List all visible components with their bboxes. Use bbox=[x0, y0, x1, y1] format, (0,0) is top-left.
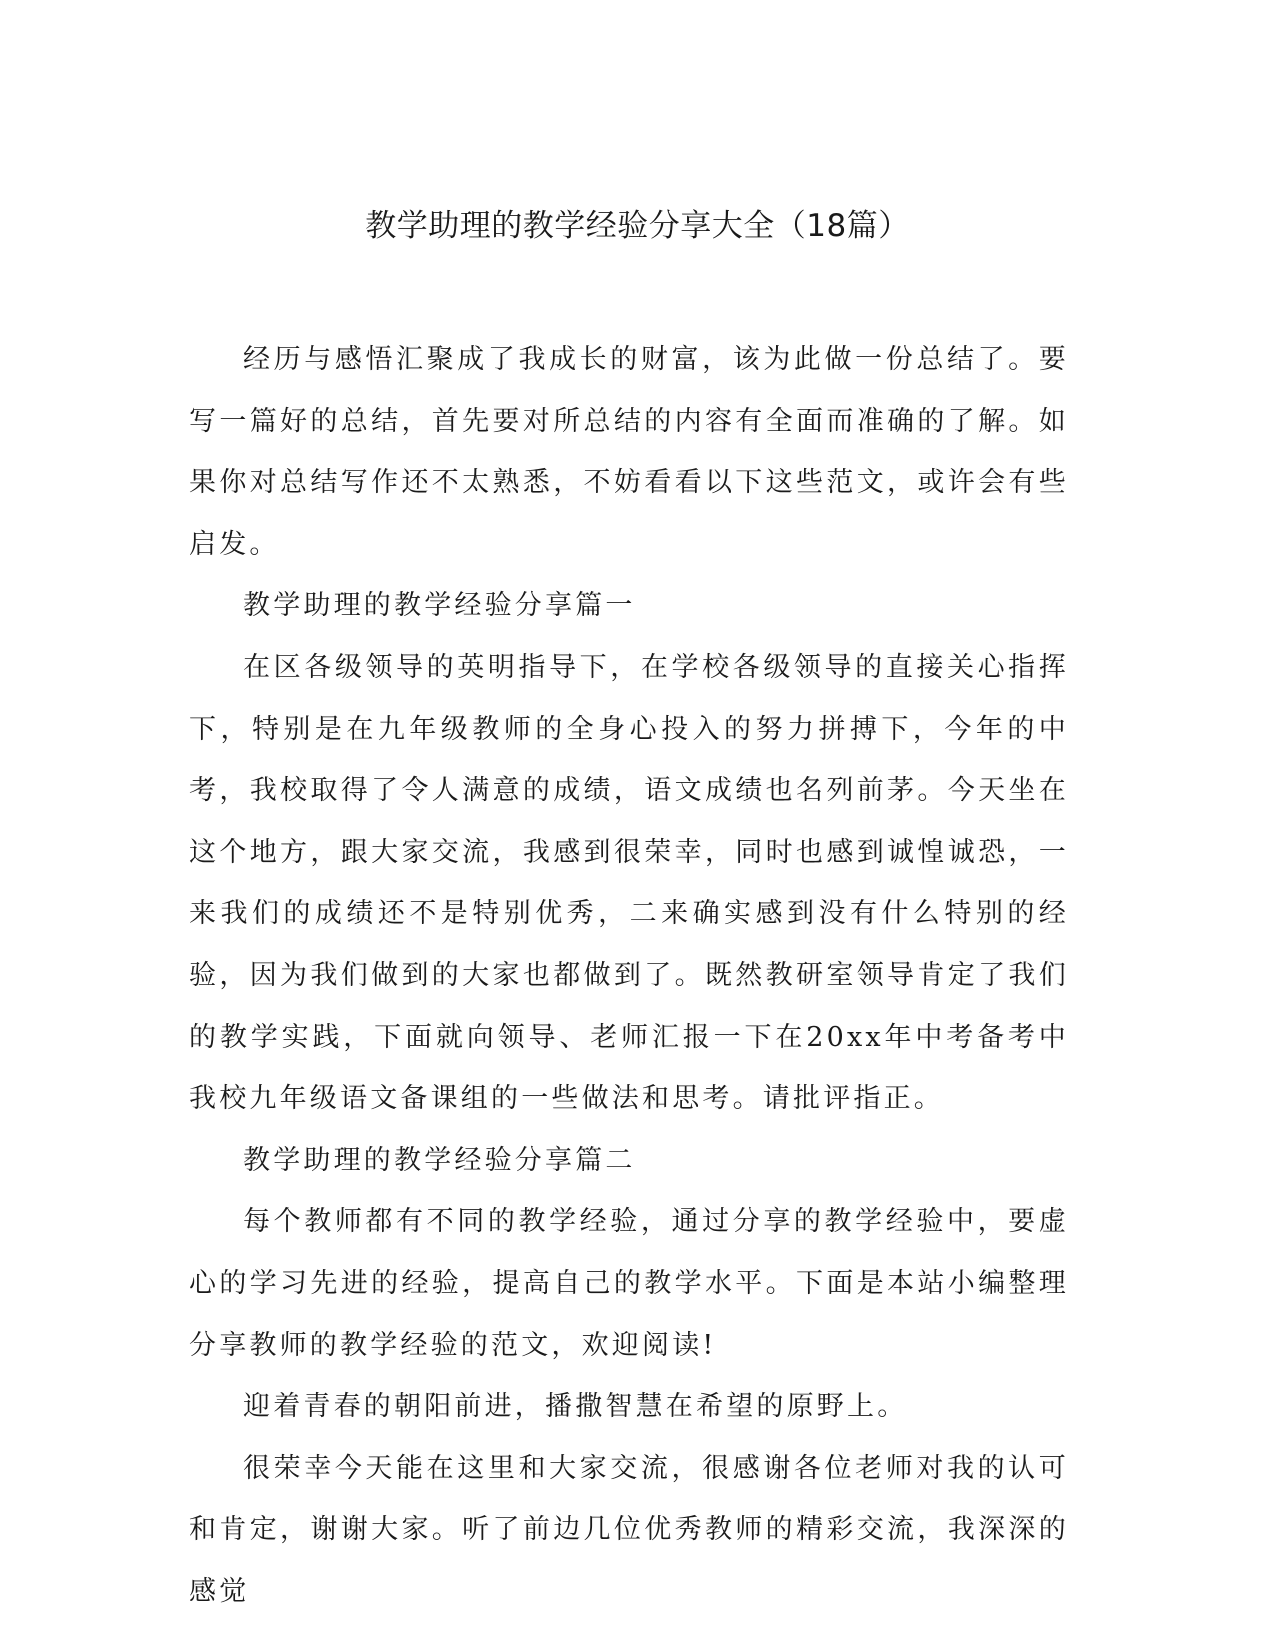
section-2-paragraph-3: 很荣幸今天能在这里和大家交流，很感谢各位老师对我的认可和肯定，谢谢大家。听了前边几位优秀教师的精彩交流，我深深的感觉 bbox=[189, 1452, 1069, 1607]
section-heading-1: 教学助理的教学经验分享篇一 bbox=[243, 590, 636, 622]
document-body bbox=[189, 329, 1069, 1622]
section-1-paragraph: 在区各级领导的英明指导下，在学校各级领导的直接关心指挥下，特别是在九年级教师的全身心投入的努力拼搏下，今年的中考，我校取得了令人满意的成绩，语文成绩也名列前茅。今天坐在这个地方，跟大家交流，我感到很荣幸，同时也感到诚惶诚恐，一来我们的成绩还不是特别优秀，二来确实感到没有什么特别的经验，因为我们做到的大家也都做到了。既然教研室领导肯定了我们的教学实践，下面就向领导、老师汇报一下在20xx年中考备考中我校九年级语文备课组的一些做法和思考。请批评指正。 bbox=[189, 651, 1069, 1115]
section-2-paragraph-1: 每个教师都有不同的教学经验，通过分享的教学经验中，要虚心的学习先进的经验，提高自己的教学水平。下面是本站小编整理分享教师的教学经验的范文，欢迎阅读! bbox=[189, 1206, 1069, 1361]
section-heading-2: 教学助理的教学经验分享篇二 bbox=[243, 1144, 636, 1176]
document-title: 教学助理的教学经验分享大全（18篇） bbox=[365, 208, 910, 244]
section-2-paragraph-2: 迎着青春的朝阳前进，播撒智慧在希望的原野上。 bbox=[243, 1391, 908, 1423]
intro-paragraph: 经历与感悟汇聚成了我成长的财富，该为此做一份总结了。要写一篇好的总结，首先要对所总结的内容有全面而准确的了解。如果你对总结写作还不太熟悉，不妨看看以下这些范文，或许会有些启发。 bbox=[189, 344, 1069, 560]
